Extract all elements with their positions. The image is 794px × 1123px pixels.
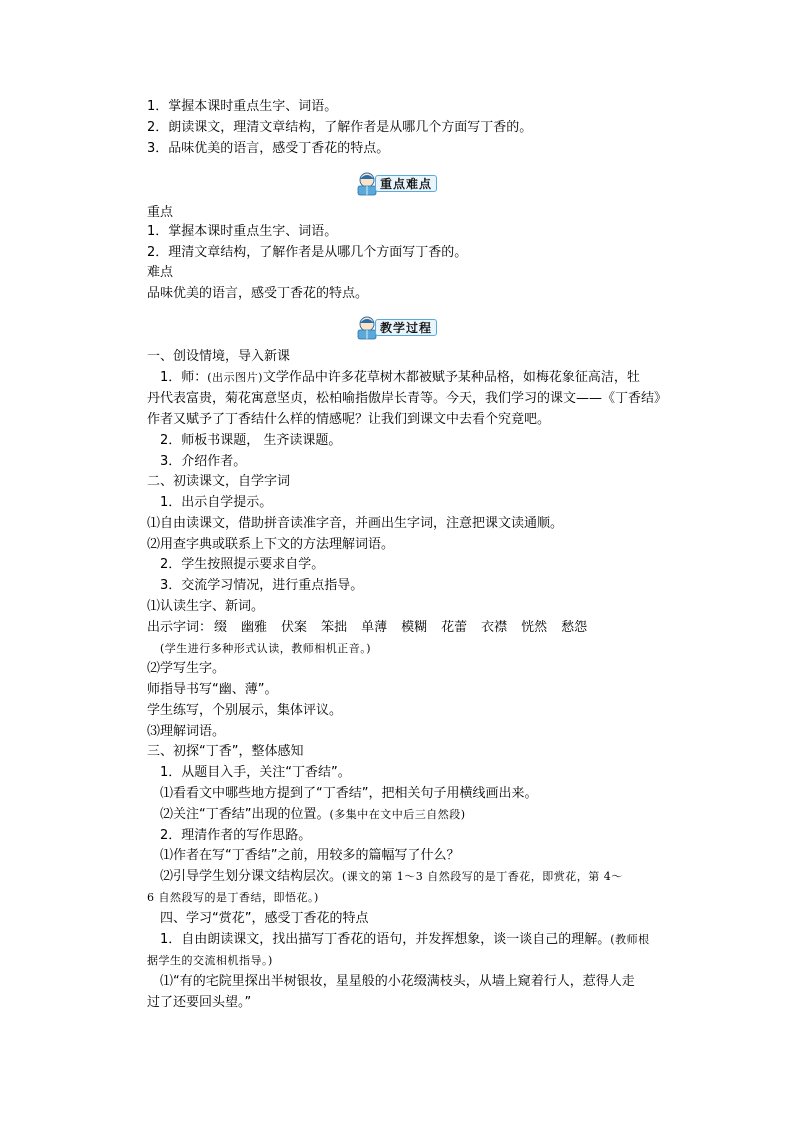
- section-2-para-3-3: ⑶理解词语。: [147, 724, 226, 739]
- section-4-para-1-1-cont: 过了还要回头望。”: [147, 995, 252, 1010]
- section-3-para-2-2-cont: 6 自然段写的是丁香结，即悟花。): [147, 891, 319, 904]
- objective-3: 3．品味优美的语言，感受丁香花的特点。: [147, 141, 390, 156]
- section-1-para-1-cont2: 作者又赋予了丁香结什么样的情感呢？让我们到课文中去看个究竟吧。: [147, 412, 551, 427]
- vocab-word: 单薄: [361, 620, 388, 635]
- section-1-para-3: 3．介绍作者。: [160, 454, 247, 469]
- vocab-word: 幽雅: [241, 620, 268, 635]
- vocab-word: 缀: [214, 620, 228, 635]
- section-1-para-1: 1．师：(出示图片)文学作品中许多花草树木都被赋予某种品格，如梅花象征高洁，牡: [160, 370, 640, 385]
- section-2-para-1-1: ⑴自由读课文，借助拼音读准字音，并画出生字词，注意把课文读通顺。: [147, 516, 564, 531]
- section-3-title: 三、初探“丁香”，整体感知: [147, 744, 304, 759]
- vocab-word: 愁怨: [561, 620, 588, 635]
- objective-2: 2．朗读课文，理清文章结构，了解作者是从哪几个方面写丁香的。: [147, 120, 533, 135]
- key-item-1: 1．掌握本课时重点生字、词语。: [147, 224, 338, 239]
- section-2-para-1-2: ⑵用查字典或联系上下文的方法理解词语。: [147, 537, 395, 552]
- objective-1: 1．掌握本课时重点生字、词语。: [147, 99, 338, 114]
- banner-process: [355, 315, 439, 341]
- vocabulary-list: [147, 618, 667, 638]
- section-2-note-1: (学生进行多种形式认读，教师相机正音。): [160, 642, 372, 655]
- section-3-para-1-1: ⑴看看文中哪些地方提到了“丁香结”，把相关句子用横线画出来。: [160, 786, 538, 801]
- vocab-word: 笨拙: [321, 620, 348, 635]
- section-4-para-1-cont: 据学生的交流相机指导。): [147, 954, 273, 967]
- banner-keypoints: [355, 171, 439, 197]
- section-3-para-2-2: ⑵引导学生划分课文结构层次。(课文的第 1～3 自然段写的是丁香花，即赏花，第 4～: [160, 869, 623, 884]
- section-3-para-1-2: ⑵关注“丁香结”出现的位置。(多集中在文中后三自然段): [160, 807, 466, 822]
- section-3-para-1: 1．从题目入手，关注“丁香结”。: [160, 765, 351, 780]
- section-2-title: 二、初读课文，自学字词: [147, 474, 291, 489]
- vocab-word: 恍然: [521, 620, 548, 635]
- section-1-para-2: 2．师板书课题， 生齐读课题。: [160, 433, 342, 448]
- section-4-title: 四、学习“赏花”，感受丁香花的特点: [160, 911, 369, 926]
- heading-difficult: 难点: [147, 265, 174, 280]
- section-1-para-1-cont: 丹代表富贵，菊花寓意坚贞，松柏喻指傲岸长青等。今天，我们学习的课文——《丁香结》: [147, 391, 668, 406]
- vocab-word: 模糊: [401, 620, 428, 635]
- section-3-para-2: 2．理清作者的写作思路。: [160, 828, 312, 843]
- vocab-word: 花蕾: [441, 620, 468, 635]
- section-2-para-3-2a: 师指导书写“幽、薄”。: [147, 682, 278, 697]
- section-1-title: 一、创设情境，导入新课: [147, 349, 291, 364]
- vocab-word: 衣襟: [481, 620, 508, 635]
- section-2-para-3-2b: 学生练写，个别展示，集体评议。: [147, 703, 343, 718]
- section-2-para-3-2: ⑵学写生字。: [147, 661, 226, 676]
- section-4-para-1-1: ⑴“有的宅院里探出半树银妆，星星般的小花缀满枝头，从墙上窥着行人，惹得人走: [160, 974, 635, 989]
- section-2-para-2: 2．学生按照提示要求自学。: [160, 557, 325, 572]
- section-4-para-1: 1．自由朗读课文，找出描写丁香花的语句，并发挥想象，谈一谈自己的理解。(教师根: [160, 932, 650, 947]
- section-2-para-3-1: ⑴认读生字、新词。: [147, 599, 265, 614]
- banner-keypoints-label: 重点难点: [375, 175, 437, 192]
- section-2-para-3: 3．交流学习情况，进行重点指导。: [160, 578, 364, 593]
- banner-process-label: 教学过程: [375, 319, 437, 336]
- vocabulary-label: 出示字词：: [147, 620, 213, 635]
- difficult-item: 品味优美的语言，感受丁香花的特点。: [147, 286, 369, 301]
- key-item-2: 2．理清文章结构，了解作者是从哪几个方面写丁香的。: [147, 245, 468, 260]
- heading-key: 重点: [147, 205, 174, 220]
- section-3-para-2-1: ⑴作者在写“丁香结”之前，用较多的篇幅写了什么？: [160, 848, 460, 863]
- section-2-para-1: 1．出示自学提示。: [160, 495, 273, 510]
- vocab-word: 伏案: [281, 620, 308, 635]
